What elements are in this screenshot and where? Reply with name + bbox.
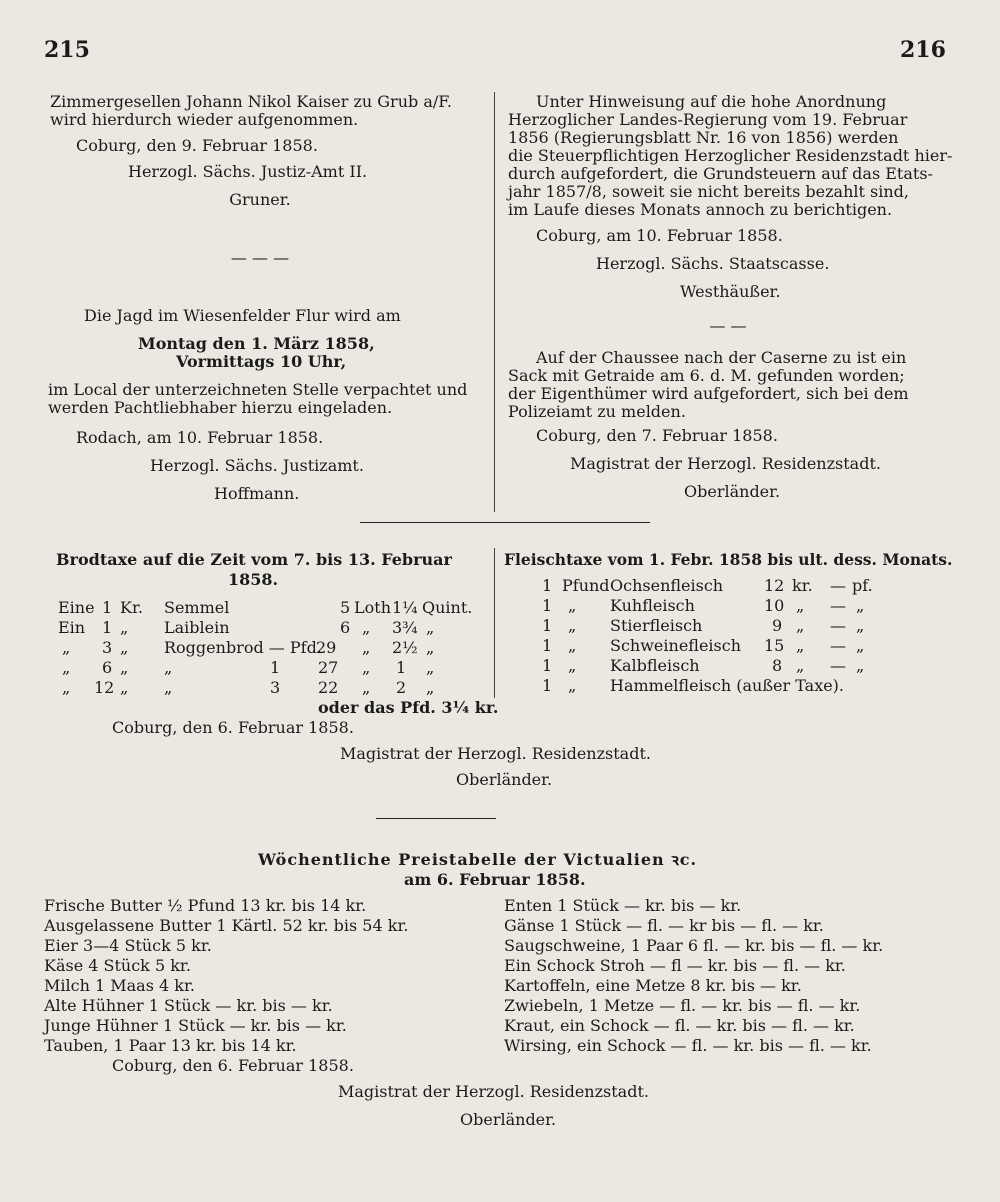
brodtaxe-date: Coburg, den 6. Februar 1858. bbox=[112, 718, 354, 737]
brodtaxe-title: 1858. bbox=[228, 570, 279, 589]
brodtaxe-cell: „ bbox=[362, 618, 371, 637]
fleischtaxe-cell: „ bbox=[568, 676, 577, 695]
notice-text-line: werden Pachtliebhaber hierzu eingeladen. bbox=[48, 398, 393, 417]
brodtaxe-cell: 1 bbox=[102, 618, 113, 637]
price-table-date: Coburg, den 6. Februar 1858. bbox=[112, 1056, 354, 1075]
price-table-title: Wöchentliche Preistabelle der Victualien ꝛc. bbox=[258, 850, 698, 869]
price-item: Kraut, ein Schock — fl. — kr. bis — fl. — kr. bbox=[504, 1016, 855, 1035]
brodtaxe-row bbox=[0, 638, 494, 658]
notice-text-line: 1856 (Regierungsblatt Nr. 16 von 1856) werden bbox=[508, 128, 899, 147]
brodtaxe-cell: „ bbox=[426, 638, 435, 657]
brodtaxe-cell: Eine bbox=[58, 598, 95, 617]
price-table-subtitle: am 6. Februar 1858. bbox=[404, 870, 586, 889]
notice-authority: Herzogl. Sächs. Justizamt. bbox=[150, 456, 364, 475]
fleischtaxe-cell: „ bbox=[796, 636, 805, 655]
brodtaxe-cell: „ bbox=[120, 658, 129, 677]
notice-authority: Herzogl. Sächs. Justiz-Amt II. bbox=[128, 162, 368, 181]
brodtaxe-cell: Quint. bbox=[422, 598, 473, 617]
brodtaxe-cell: 3 bbox=[102, 638, 113, 657]
fleischtaxe-row bbox=[494, 596, 954, 616]
brodtaxe-row bbox=[0, 618, 494, 638]
notice-text-line: im Local der unterzeichneten Stelle verpachtet und bbox=[48, 380, 468, 399]
brodtaxe-row bbox=[0, 598, 494, 618]
brodtaxe-cell: „ bbox=[426, 618, 435, 637]
notice-text-line: wird hierdurch wieder aufgenommen. bbox=[50, 110, 359, 129]
fleischtaxe-title: Fleischtaxe vom 1. Febr. 1858 bis ult. dess. Monats. bbox=[504, 550, 953, 569]
notice-text-line: Auf der Chaussee nach der Caserne zu ist ein bbox=[536, 348, 907, 367]
fleischtaxe-cell: — bbox=[830, 596, 846, 615]
notice-signer: Westhäußer. bbox=[680, 282, 781, 301]
brodtaxe-cell: 29 bbox=[316, 638, 337, 657]
section-rule bbox=[360, 522, 650, 523]
notice-date: Coburg, am 10. Februar 1858. bbox=[536, 226, 783, 245]
brodtaxe-cell: 3 bbox=[270, 678, 281, 697]
notice-date: Rodach, am 10. Februar 1858. bbox=[76, 428, 324, 447]
price-item: Frische Butter ½ Pfund 13 kr. bis 14 kr. bbox=[44, 896, 367, 915]
brodtaxe-cell: „ bbox=[62, 658, 71, 677]
brodtaxe-cell: 5 bbox=[340, 598, 351, 617]
fleischtaxe-row bbox=[494, 576, 954, 596]
fleischtaxe-cell: 1 bbox=[542, 636, 553, 655]
brodtaxe-cell: 1¼ bbox=[392, 598, 418, 617]
fleischtaxe-cell: „ bbox=[568, 596, 577, 615]
notice-text-line: Herzoglicher Landes-Regierung vom 19. Februar bbox=[508, 110, 908, 129]
brodtaxe-title: Brodtaxe auf die Zeit vom 7. bis 13. Februar bbox=[56, 550, 452, 569]
column-divider bbox=[494, 92, 495, 512]
fleischtaxe-cell: 15 bbox=[764, 636, 785, 655]
brodtaxe-cell: Laiblein bbox=[164, 618, 230, 637]
brodtaxe-cell: 2½ bbox=[392, 638, 418, 657]
fleischtaxe-cell: „ bbox=[856, 616, 865, 635]
fleischtaxe-row bbox=[494, 676, 954, 696]
fleischtaxe-row bbox=[494, 656, 954, 676]
notice-authority: Herzogl. Sächs. Staatscasse. bbox=[596, 254, 830, 273]
fleischtaxe-cell: — bbox=[830, 656, 846, 675]
brodtaxe-cell: 27 bbox=[318, 658, 339, 677]
fleischtaxe-cell: „ bbox=[856, 636, 865, 655]
price-item: Eier 3—4 Stück 5 kr. bbox=[44, 936, 212, 955]
brodtaxe-cell: „ bbox=[426, 658, 435, 677]
fleischtaxe-cell: „ bbox=[796, 616, 805, 635]
fleischtaxe-cell: 1 bbox=[542, 616, 553, 635]
price-item: Tauben, 1 Paar 13 kr. bis 14 kr. bbox=[44, 1036, 297, 1055]
price-item: Wirsing, ein Schock — fl. — kr. bis — fl. — kr. bbox=[504, 1036, 872, 1055]
notice-text-line: Vormittags 10 Uhr, bbox=[176, 352, 347, 371]
notice-text-line: Zimmergesellen Johann Nikol Kaiser zu Grub a/F. bbox=[50, 92, 452, 111]
notice-text-line: die Steuerpflichtigen Herzoglicher Residenzstadt hier- bbox=[508, 146, 953, 165]
price-item: Milch 1 Maas 4 kr. bbox=[44, 976, 195, 995]
fleischtaxe-cell: 9 bbox=[772, 616, 783, 635]
fleischtaxe-row bbox=[494, 616, 954, 636]
fleischtaxe-cell: — bbox=[830, 616, 846, 635]
notice-text-line: im Laufe dieses Monats annoch zu berichtigen. bbox=[508, 200, 893, 219]
price-item: Enten 1 Stück — kr. bis — kr. bbox=[504, 896, 742, 915]
notice-date: Coburg, den 9. Februar 1858. bbox=[76, 136, 318, 155]
brodtaxe-cell: Kr. bbox=[120, 598, 143, 617]
price-item: Ein Schock Stroh — fl — kr. bis — fl. — kr. bbox=[504, 956, 846, 975]
fleischtaxe-cell: — bbox=[830, 636, 846, 655]
fleischtaxe-cell: 1 bbox=[542, 596, 553, 615]
brodtaxe-cell: 6 bbox=[102, 658, 113, 677]
price-item: Zwiebeln, 1 Metze — fl. — kr. bis — fl. — kr. bbox=[504, 996, 861, 1015]
fleischtaxe-cell: Ochsenfleisch bbox=[610, 576, 724, 595]
separator-dash: — — — bbox=[230, 248, 290, 267]
notice-text-line: Montag den 1. März 1858, bbox=[138, 334, 375, 353]
fleischtaxe-cell: „ bbox=[796, 656, 805, 675]
brodtaxe-cell: „ bbox=[120, 678, 129, 697]
brodtaxe-cell: 2 bbox=[396, 678, 407, 697]
fleischtaxe-cell: „ bbox=[568, 616, 577, 635]
brodtaxe-cell: „ bbox=[362, 678, 371, 697]
fleischtaxe-cell: Hammelfleisch (außer Taxe). bbox=[610, 676, 845, 695]
taxe-signer: Oberländer. bbox=[456, 770, 553, 789]
price-item: Junge Hühner 1 Stück — kr. bis — kr. bbox=[44, 1016, 347, 1035]
brodtaxe-cell: „ bbox=[426, 678, 435, 697]
price-item: Ausgelassene Butter 1 Kärtl. 52 kr. bis 54 kr. bbox=[44, 916, 409, 935]
brodtaxe-cell: „ bbox=[362, 658, 371, 677]
brodtaxe-cell: 1 bbox=[270, 658, 281, 677]
fleischtaxe-cell: 1 bbox=[542, 676, 553, 695]
brodtaxe-cell: 12 bbox=[94, 678, 115, 697]
fleischtaxe-cell: „ bbox=[796, 596, 805, 615]
brodtaxe-cell: „ bbox=[164, 678, 173, 697]
taxe-authority: Magistrat der Herzogl. Residenzstadt. bbox=[340, 744, 651, 763]
notice-text-line: Unter Hinweisung auf die hohe Anordnung bbox=[536, 92, 887, 111]
fleischtaxe-cell: 1 bbox=[542, 576, 553, 595]
fleischtaxe-cell: Stierfleisch bbox=[610, 616, 703, 635]
brodtaxe-cell: „ bbox=[120, 618, 129, 637]
fleischtaxe-cell: 1 bbox=[542, 656, 553, 675]
notice-signer: Oberländer. bbox=[684, 482, 781, 501]
price-item: Gänse 1 Stück — fl. — kr bis — fl. — kr. bbox=[504, 916, 824, 935]
brodtaxe-cell: 22 bbox=[318, 678, 339, 697]
brodtaxe-cell: 3¾ bbox=[392, 618, 418, 637]
price-item: Kartoffeln, eine Metze 8 kr. bis — kr. bbox=[504, 976, 802, 995]
fleischtaxe-cell: „ bbox=[568, 636, 577, 655]
notice-text-line: Die Jagd im Wiesenfelder Flur wird am bbox=[84, 306, 401, 325]
brodtaxe-cell: „ bbox=[62, 638, 71, 657]
price-item: Alte Hühner 1 Stück — kr. bis — kr. bbox=[44, 996, 333, 1015]
fleischtaxe-cell: „ bbox=[856, 596, 865, 615]
fleischtaxe-cell: Pfund bbox=[562, 576, 610, 595]
fleischtaxe-row bbox=[494, 636, 954, 656]
brodtaxe-cell: 6 bbox=[340, 618, 351, 637]
brodtaxe-cell: „ bbox=[120, 638, 129, 657]
brodtaxe-cell: „ bbox=[62, 678, 71, 697]
notice-signer: Hoffmann. bbox=[214, 484, 300, 503]
notice-text-line: Polizeiamt zu melden. bbox=[508, 402, 686, 421]
brodtaxe-tail: oder das Pfd. 3¼ kr. bbox=[318, 698, 499, 717]
brodtaxe-cell: Semmel bbox=[164, 598, 230, 617]
fleischtaxe-cell: — bbox=[830, 576, 846, 595]
page-number-right: 216 bbox=[900, 37, 946, 63]
price-item: Saugschweine, 1 Paar 6 fl. — kr. bis — fl. — kr. bbox=[504, 936, 884, 955]
notice-text-line: durch aufgefordert, die Grundsteuern auf das Etats- bbox=[508, 164, 933, 183]
brodtaxe-row bbox=[0, 658, 494, 678]
notice-signer: Gruner. bbox=[229, 190, 291, 209]
separator-dash: — — bbox=[709, 316, 747, 335]
fleischtaxe-cell: pf. bbox=[852, 576, 873, 595]
page-number-left: 215 bbox=[44, 37, 90, 63]
notice-date: Coburg, den 7. Februar 1858. bbox=[536, 426, 778, 445]
brodtaxe-cell: 1 bbox=[102, 598, 113, 617]
fleischtaxe-cell: Kuhfleisch bbox=[610, 596, 695, 615]
fleischtaxe-cell: kr. bbox=[792, 576, 813, 595]
price-table-signer: Oberländer. bbox=[460, 1110, 557, 1129]
fleischtaxe-cell: 10 bbox=[764, 596, 785, 615]
brodtaxe-cell: Ein bbox=[58, 618, 86, 637]
notice-text-line: der Eigenthümer wird aufgefordert, sich bei dem bbox=[508, 384, 909, 403]
section-rule bbox=[376, 818, 496, 819]
price-item: Käse 4 Stück 5 kr. bbox=[44, 956, 191, 975]
price-table-authority: Magistrat der Herzogl. Residenzstadt. bbox=[338, 1082, 649, 1101]
brodtaxe-cell: 1 bbox=[396, 658, 407, 677]
fleischtaxe-cell: „ bbox=[568, 656, 577, 675]
fleischtaxe-cell: 8 bbox=[772, 656, 783, 675]
fleischtaxe-cell: „ bbox=[856, 656, 865, 675]
notice-authority: Magistrat der Herzogl. Residenzstadt. bbox=[570, 454, 881, 473]
fleischtaxe-cell: 12 bbox=[764, 576, 785, 595]
brodtaxe-row bbox=[0, 678, 494, 698]
brodtaxe-cell: „ bbox=[164, 658, 173, 677]
brodtaxe-cell: Loth bbox=[354, 598, 391, 617]
notice-text-line: jahr 1857/8, soweit sie nicht bereits bezahlt sind, bbox=[508, 182, 909, 201]
brodtaxe-cell: „ bbox=[362, 638, 371, 657]
notice-text-line: Sack mit Getraide am 6. d. M. gefunden worden; bbox=[508, 366, 905, 385]
brodtaxe-cell: Roggenbrod — Pfd. bbox=[164, 638, 322, 657]
fleischtaxe-cell: Schweinefleisch bbox=[610, 636, 742, 655]
fleischtaxe-cell: Kalbfleisch bbox=[610, 656, 700, 675]
